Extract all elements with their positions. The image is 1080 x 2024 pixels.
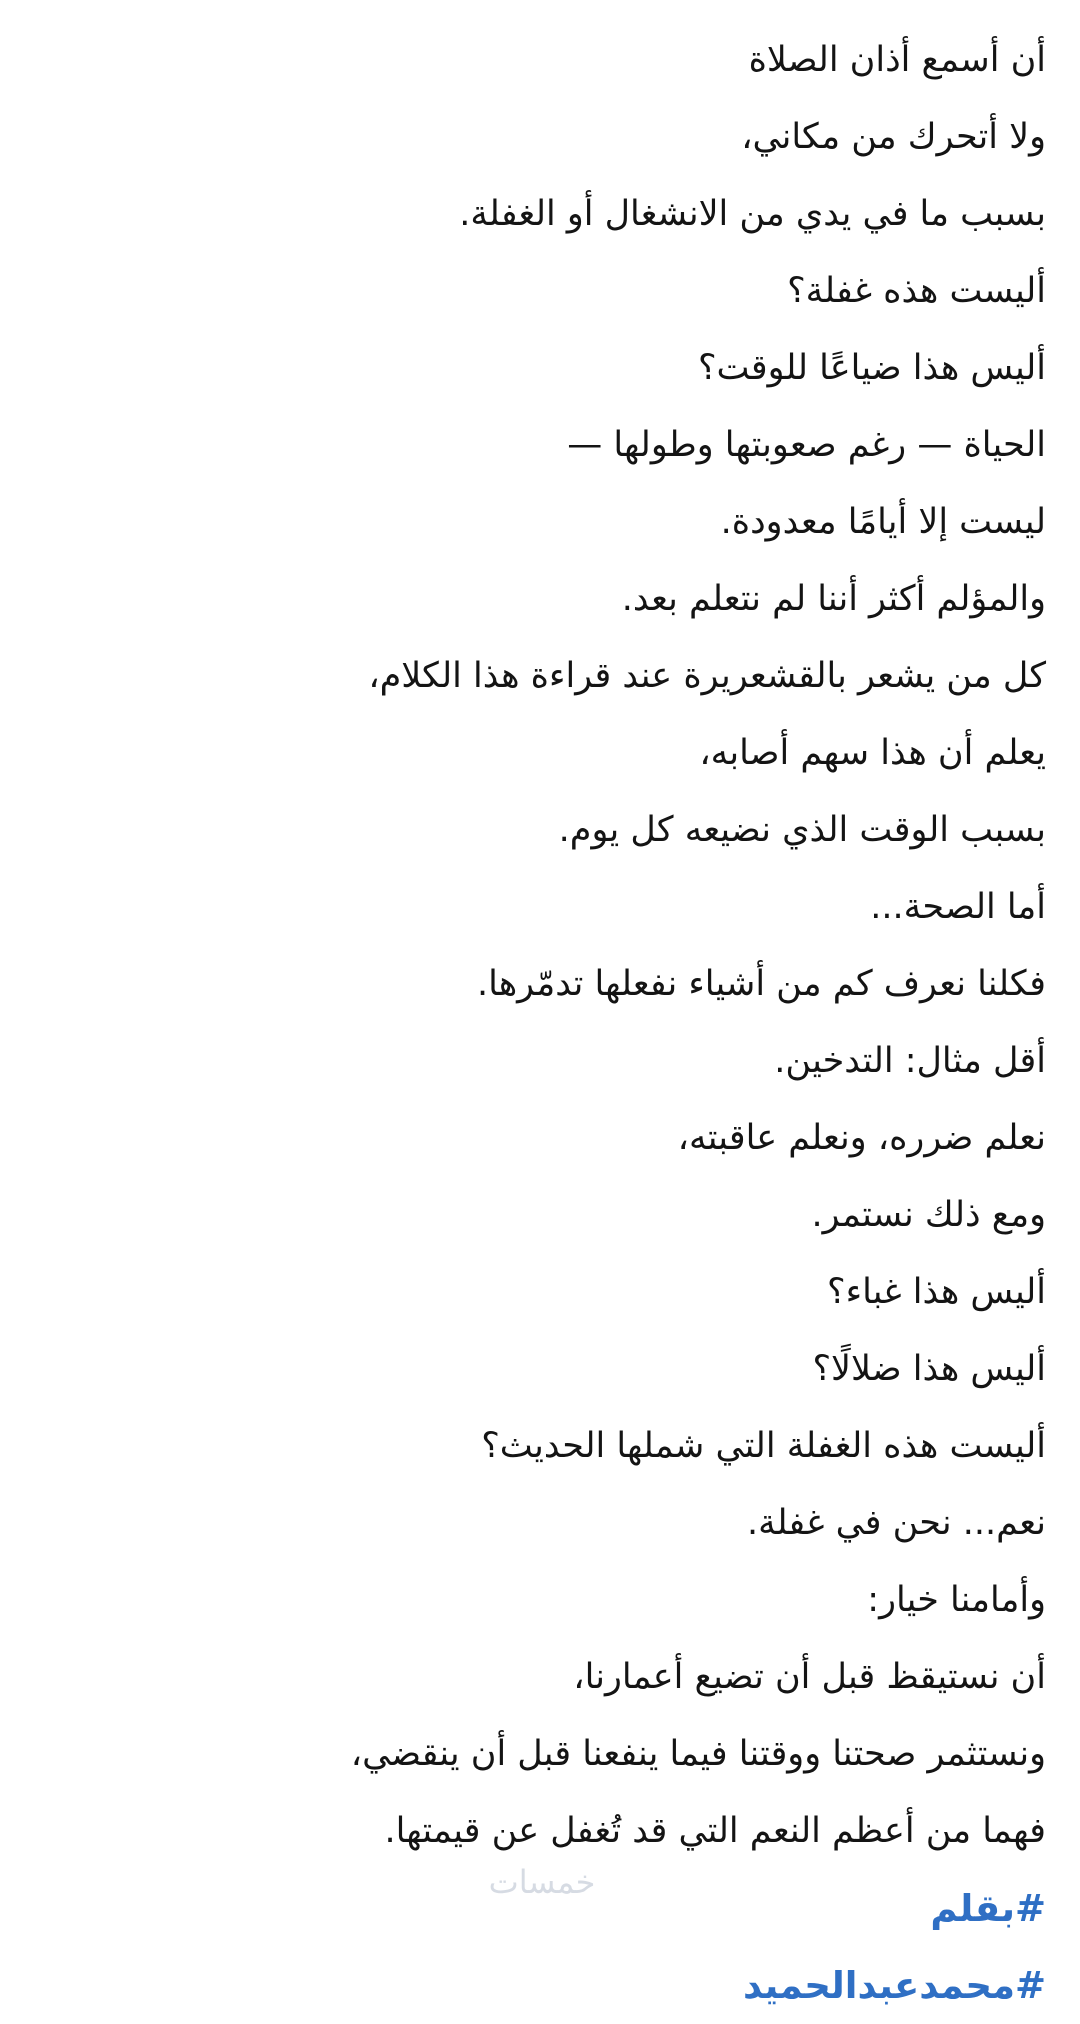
post-line: ليست إلا أيامًا معدودة. [720,502,1046,542]
post-line: الحياة — رغم صعوبتها وطولها — [567,425,1046,465]
post-line: ولا أتحرك من مكاني، [741,117,1046,157]
post-line: أليست هذه غفلة؟ [787,271,1046,311]
post-line: وأمامنا خيار: [867,1580,1046,1620]
post-line: كل من يشعر بالقشعريرة عند قراءة هذا الكلام، [368,656,1046,696]
post-line: فهما من أعظم النعم التي قد تُغفل عن قيمتها. [384,1811,1046,1851]
post-line: ونستثمر صحتنا ووقتنا فيما ينفعنا قبل أن ينقضي، [350,1734,1046,1774]
post-line: يعلم أن هذا سهم أصابه، [699,733,1046,773]
post-line: أليس هذا ضياعًا للوقت؟ [697,348,1046,388]
post-line: والمؤلم أكثر أننا لم نتعلم بعد. [621,579,1046,619]
post-line: بسبب ما في يدي من الانشغال أو الغفلة. [459,194,1046,234]
hashtag-link[interactable]: #محمدعبدالحميد [742,1964,1046,2007]
post-line: فكلنا نعرف كم من أشياء نفعلها تدمّرها. [476,964,1046,1004]
post-line: بسبب الوقت الذي نضيعه كل يوم. [558,810,1046,850]
post-line: أليس هذا ضلالًا؟ [812,1349,1046,1389]
post-line: ومع ذلك نستمر. [811,1195,1046,1235]
post-line: أن نستيقظ قبل أن تضيع أعمارنا، [573,1657,1046,1697]
post-line: أن أسمع أذان الصلاة [748,40,1046,80]
post-body [36,22,1046,2024]
post-line: أما الصحة... [870,887,1046,927]
post-line: أليس هذا غباء؟ [827,1272,1046,1312]
post-line: أقل مثال: التدخين. [774,1041,1046,1081]
hashtag-link[interactable]: #بقلم [930,1887,1046,1930]
post-line: نعم... نحن في غفلة. [746,1503,1046,1543]
post-line: نعلم ضرره، ونعلم عاقبته، [677,1118,1046,1158]
post-line: أليست هذه الغفلة التي شملها الحديث؟ [481,1426,1046,1466]
watermark-logo: خمسات [488,1863,596,1901]
